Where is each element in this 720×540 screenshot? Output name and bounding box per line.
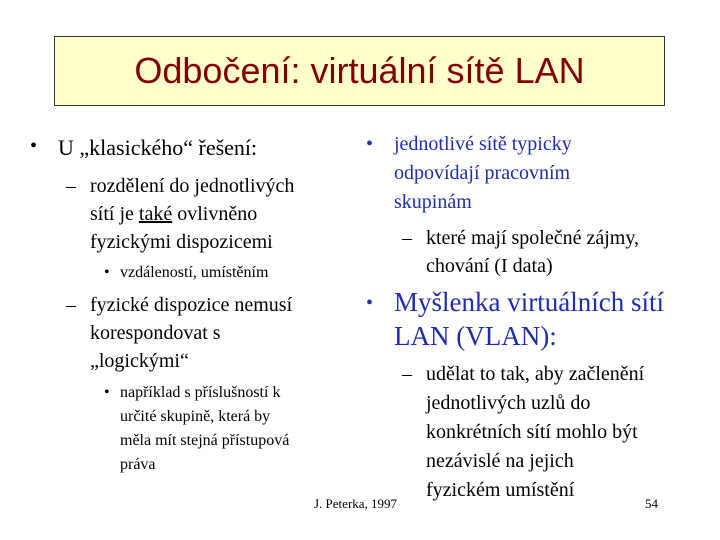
left-bullet-1: U „klasického“ řešení: bbox=[58, 135, 258, 160]
underlined-word: také bbox=[138, 203, 173, 225]
right-bullet-2-line1: Myšlenka virtuálních sítí bbox=[394, 287, 664, 317]
left-sub1-bullet: vzdáleností, umístěním bbox=[120, 264, 269, 281]
left-sub2-bullet-line3: měla mít stejná přístupová bbox=[120, 432, 290, 449]
right-sub1-line1: které mají společné zájmy, bbox=[426, 227, 640, 249]
left-sub1-line2: sítí je také ovlivněno bbox=[90, 203, 258, 225]
right-sub2-line3: konkrétních sítí mohlo být bbox=[426, 421, 638, 443]
right-sub1-line2: chování (I data) bbox=[426, 255, 553, 277]
dash-marker: – bbox=[402, 363, 412, 385]
bullet-marker: • bbox=[366, 292, 374, 314]
left-sub2-line1: fyzické dispozice nemusí bbox=[90, 294, 293, 316]
dash-marker: – bbox=[402, 227, 412, 249]
slide-title-box bbox=[54, 36, 665, 106]
right-sub2-line4: nezávislé na jejich bbox=[426, 450, 574, 472]
right-bullet-1-line3: skupinám bbox=[394, 191, 472, 213]
slide-number: 54 bbox=[645, 496, 658, 511]
right-sub2-line1: udělat to tak, aby začlenění bbox=[426, 363, 645, 385]
bullet-marker: • bbox=[30, 135, 38, 157]
left-sub1-line1: rozdělení do jednotlivých bbox=[90, 175, 295, 197]
slide-title: Odbočení: virtuální sítě LAN bbox=[134, 50, 585, 91]
left-sub2-bullet-line2: určité skupině, která by bbox=[120, 408, 271, 425]
footer-author: J. Peterka, 1997 bbox=[314, 496, 398, 511]
left-sub2-line2: korespondovat s bbox=[90, 322, 221, 344]
dash-marker: – bbox=[66, 294, 76, 316]
left-sub2-bullet-line4: práva bbox=[120, 456, 156, 473]
bullet-marker: • bbox=[104, 384, 110, 401]
bullet-marker: • bbox=[104, 264, 110, 281]
left-sub2-bullet-line1: například s příslušností k bbox=[120, 384, 281, 401]
left-sub1-line3: fyzickými dispozicemi bbox=[90, 231, 273, 253]
right-bullet-2-line2: LAN (VLAN): bbox=[394, 321, 557, 351]
left-sub2-line3: „logickými“ bbox=[90, 350, 189, 372]
right-sub2-line2: jednotlivých uzlů do bbox=[426, 392, 591, 414]
right-sub2-line5: fyzickém umístění bbox=[426, 479, 575, 501]
bullet-marker: • bbox=[366, 133, 374, 155]
right-bullet-1-line2: odpovídají pracovním bbox=[394, 162, 571, 184]
right-bullet-1-line1: jednotlivé sítě typicky bbox=[394, 133, 572, 155]
dash-marker: – bbox=[66, 175, 76, 197]
